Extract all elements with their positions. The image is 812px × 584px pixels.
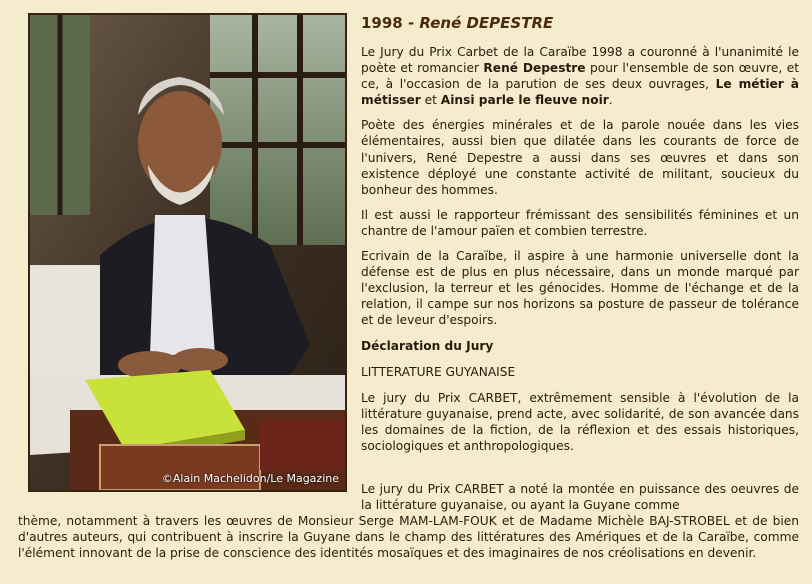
- author-name: René Depestre: [483, 61, 586, 76]
- paragraph-6: [18, 481, 799, 561]
- intro-paragraph: [361, 44, 799, 108]
- intro-text: Le Jury du Prix Carbet de la Caraïbe 1998 a couronné à l'unanimité le poète et romancier: [361, 45, 799, 76]
- intro-text-cont: pour l'ensemble de son œuvre, et ce, à l'occasion de la parution de ses deux ouvrages,: [361, 61, 799, 92]
- laureate-photo: [28, 13, 347, 492]
- paragraph-4: Ecrivain de la Caraïbe, il aspire à une harmonie universelle dont la défense est de plus en plus nécessaire, dans un monde marqué par l'exclusion, la terreur et les génocides. Homme de l'échange et de la relation, il campe sur nos horizons sa posture de passeur de tolérance et de leveur d'espoirs.: [361, 249, 799, 328]
- photo-credit: ©Alain Machelidon/Le Magazine: [161, 472, 339, 485]
- photo-illustration: [30, 15, 345, 490]
- paragraph-5: Le jury du Prix CARBET, extrêmement sensible à l'évolution de la littérature guyanaise, prend acte, avec solidarité, de son avancée dans les domaines de la fiction, de la réflexion et des essais historiques, sociologiques et anthropologiques.: [361, 390, 799, 453]
- intro-conj: et: [420, 93, 441, 108]
- article-body: [361, 44, 799, 463]
- book-title-1: Le métier à métisser: [361, 77, 799, 108]
- section-heading: LITTERATURE GUYANAISE: [361, 364, 516, 379]
- page-title: [361, 14, 553, 32]
- award-year: 1998 -: [361, 14, 420, 32]
- book-title-2: Ainsi parle le fleuve noir: [440, 93, 609, 108]
- paragraph-3: Il est aussi le rapporteur frémissant des sensibilités féminines et un chantre de l'amour païen et combien terrestre.: [361, 207, 799, 238]
- paragraph-6-rest: thème, notamment à travers les œuvres de Monsieur Serge MAM-LAM-FOUK et de Madame Michèle BAJ-STROBEL et de bien d'autres auteurs, qui contribuent à inscrire la Guyane dans le champ des littératures des Amériques et de la Caraïbe, comme l'élément innovant de la prise de conscience des identités mosaïques et des imaginaires de nos créolisations en devenir.: [18, 514, 799, 561]
- paragraph-6-lead: Le jury du Prix CARBET a noté la montée en puissance des oeuvres de la littérature guyanaise, ou ayant la Guyane comme: [361, 482, 799, 513]
- intro-end: .: [608, 93, 613, 108]
- declaration-heading-text: Déclaration du Jury: [361, 338, 494, 353]
- laureate-name: René DEPESTRE: [419, 14, 554, 32]
- declaration-heading: [361, 338, 799, 354]
- paragraph-2: Poète des énergies minérales et de la parole nouée dans les vies élémentaires, aussi bien que dilatée dans les courants de force de l'univers, René Depestre a aussi dans ses œuvres et dans son existence déployé une constante activité de militant, soucieux du bonheur des hommes.: [361, 118, 799, 197]
